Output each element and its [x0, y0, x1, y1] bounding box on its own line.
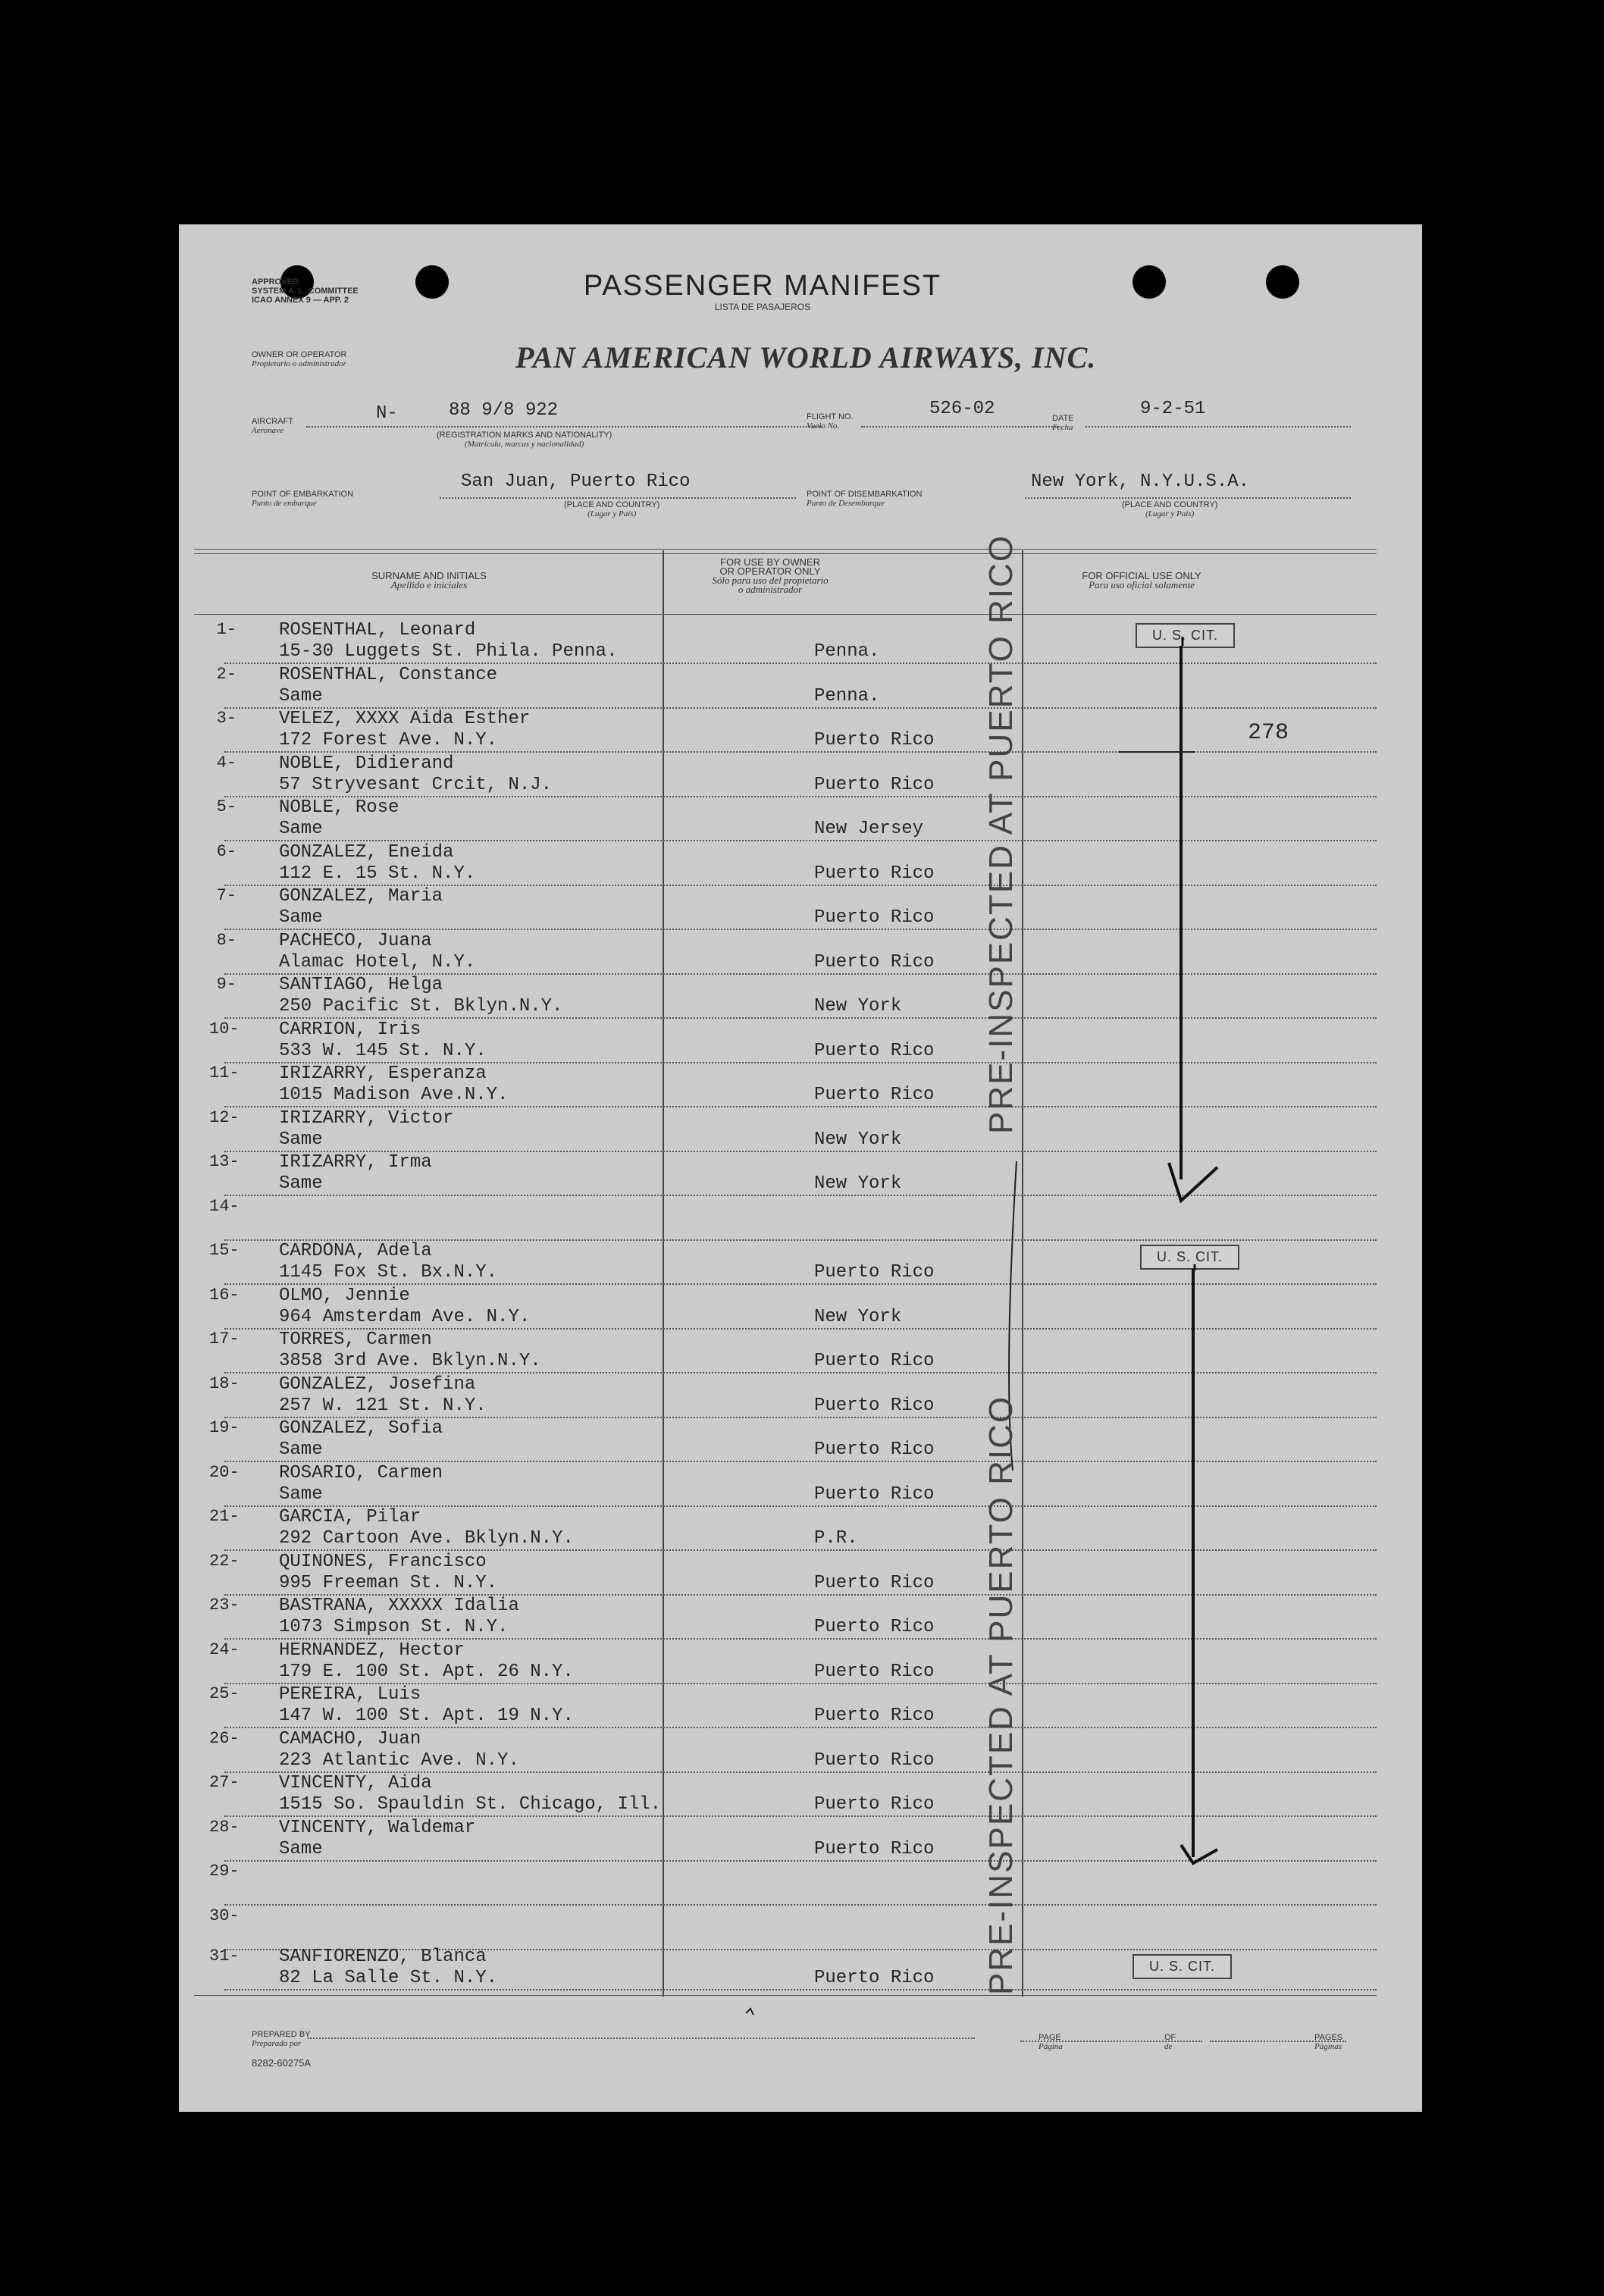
disembarkation-place: New York, N.Y.U.S.A. — [1031, 471, 1250, 492]
passenger-address: 1015 Madison Ave.N.Y. — [279, 1085, 509, 1105]
manifest-sheet — [179, 224, 1422, 2112]
passenger-destination: Puerto Rico — [814, 1395, 935, 1416]
row-number: 25- — [209, 1684, 240, 1703]
operator-name: PAN AMERICAN WORLD AIRWAYS, INC. — [515, 340, 1097, 374]
passenger-destination: Puerto Rico — [814, 1484, 935, 1505]
passenger-name: PEREIRA, Luis — [279, 1684, 421, 1705]
passenger-name: VELEZ, XXXX Aida Esther — [279, 709, 531, 729]
row-number: 9- — [216, 975, 237, 994]
row-number: 16- — [209, 1286, 240, 1305]
passenger-name: OLMO, Jennie — [279, 1286, 410, 1306]
aircraft-label: AIRCRAFT Aeronave — [252, 417, 293, 435]
row-number: 2- — [216, 665, 237, 684]
passenger-name: ROSARIO, Carmen — [279, 1463, 443, 1483]
passenger-destination: Puerto Rico — [814, 775, 935, 795]
aircraft-prefix: N- — [376, 403, 398, 424]
flight-label: FLIGHT NO. Vuelo No. — [807, 412, 854, 431]
passenger-name: ROSENTHAL, Leonard — [279, 620, 476, 641]
passenger-name: CARRION, Iris — [279, 1020, 421, 1040]
passenger-name: ROSENTHAL, Constance — [279, 665, 498, 685]
us-citizen-stamp: U. S. CIT. — [1136, 623, 1235, 648]
embarkation-label: POINT OF EMBARKATION Punto de embarque — [252, 490, 354, 508]
passenger-destination: New York — [814, 1173, 902, 1194]
aircraft-registration: 88 9/8 922 — [449, 400, 559, 421]
passenger-name: CAMACHO, Juan — [279, 1729, 421, 1749]
row-number: 17- — [209, 1330, 240, 1348]
row-number: 11- — [209, 1063, 240, 1082]
passenger-address: Same — [279, 1484, 323, 1505]
official-count: 278 — [1248, 720, 1289, 746]
passenger-destination: Puerto Rico — [814, 1041, 935, 1061]
embarkation-place: San Juan, Puerto Rico — [461, 471, 691, 492]
passenger-destination: Puerto Rico — [814, 863, 935, 884]
pages-label: PAGES Páginas — [1314, 2033, 1343, 2051]
row-number: 19- — [209, 1418, 240, 1437]
column-header-name: SURNAME AND INITIALS Apellido e iniciales — [371, 570, 487, 590]
passenger-address: 179 E. 100 St. Apt. 26 N.Y. — [279, 1662, 574, 1682]
disembarkation-note: (PLACE AND COUNTRY) (Lugar y País) — [1122, 500, 1218, 518]
passenger-destination: Puerto Rico — [814, 1839, 935, 1859]
passenger-destination: Puerto Rico — [814, 1085, 935, 1105]
passenger-address: Same — [279, 1173, 323, 1194]
row-number: 23- — [209, 1596, 240, 1615]
passenger-name: GONZALEZ, Josefina — [279, 1374, 476, 1395]
passenger-destination: New Jersey — [814, 819, 924, 839]
bracket-arrows — [179, 224, 1422, 2112]
passenger-address: 1073 Simpson St. N.Y. — [279, 1617, 509, 1637]
passenger-address: Same — [279, 819, 323, 839]
embarkation-note: (PLACE AND COUNTRY) (Lugar y País) — [564, 500, 660, 518]
row-number: 22- — [209, 1552, 240, 1571]
passenger-address: 112 E. 15 St. N.Y. — [279, 863, 476, 884]
row-number: 15- — [209, 1241, 240, 1260]
footer-rule — [194, 1995, 1377, 1996]
passenger-address: 964 Amsterdam Ave. N.Y. — [279, 1307, 531, 1327]
pages-line — [1210, 2041, 1346, 2042]
preinspected-stamp-upper: PRE-INSPECTED AT PUERTO RICO — [982, 534, 1020, 1134]
row-number: 28- — [209, 1818, 240, 1837]
row-number: 4- — [216, 753, 237, 772]
prepared-by-label: PREPARED BY Preparado por — [252, 2030, 311, 2048]
passenger-name: GONZALEZ, Sofia — [279, 1418, 443, 1439]
preinspected-stamp-lower: PRE-INSPECTED AT PUERTO RICO — [982, 1395, 1020, 1995]
passenger-address: Alamac Hotel, N.Y. — [279, 952, 476, 973]
row-number: 5- — [216, 797, 237, 816]
passenger-address: Same — [279, 1439, 323, 1460]
prepared-by-line — [308, 2038, 975, 2039]
passenger-destination: Penna. — [814, 686, 880, 706]
flight-date: 9-2-51 — [1140, 399, 1206, 419]
passenger-address: 15-30 Luggets St. Phila. Penna. — [279, 641, 618, 662]
us-citizen-stamp: U. S. CIT. — [1133, 1954, 1232, 1979]
passenger-destination: Puerto Rico — [814, 1262, 935, 1283]
passenger-address: Same — [279, 1839, 323, 1859]
passenger-address: Same — [279, 1129, 323, 1150]
passenger-name: QUINONES, Francisco — [279, 1552, 487, 1572]
passenger-address: 223 Atlantic Ave. N.Y. — [279, 1750, 519, 1771]
passenger-destination: Puerto Rico — [814, 1573, 935, 1593]
passenger-address: 172 Forest Ave. N.Y. — [279, 730, 498, 750]
passenger-destination: Puerto Rico — [814, 907, 935, 928]
row-number: 14- — [209, 1197, 240, 1216]
passenger-address: 1145 Fox St. Bx.N.Y. — [279, 1262, 498, 1283]
passenger-address: 3858 3rd Ave. Bklyn.N.Y. — [279, 1351, 541, 1371]
flight-number: 526-02 — [929, 399, 995, 419]
passenger-address: 995 Freeman St. N.Y. — [279, 1573, 498, 1593]
row-number: 24- — [209, 1640, 240, 1659]
passenger-destination: Puerto Rico — [814, 1794, 935, 1815]
passenger-name: CARDONA, Adela — [279, 1241, 432, 1261]
passenger-destination: New York — [814, 996, 902, 1016]
passenger-name: PACHECO, Juana — [279, 931, 432, 951]
passenger-destination: Puerto Rico — [814, 1662, 935, 1682]
us-citizen-stamp: U. S. CIT. — [1140, 1245, 1239, 1270]
passenger-name: NOBLE, Didierand — [279, 753, 454, 774]
page-title: PASSENGER MANIFEST LISTA DE PASAJEROS — [583, 270, 942, 312]
passenger-name: TORRES, Carmen — [279, 1330, 432, 1350]
passenger-destination: Puerto Rico — [814, 730, 935, 750]
passenger-address: Same — [279, 907, 323, 928]
of-label: OF de — [1164, 2033, 1176, 2051]
registration-note: (REGISTRATION MARKS AND NATIONALITY) (Matrícula, marcas y nacionalidad) — [437, 431, 612, 449]
passenger-name: HERNANDEZ, Hector — [279, 1640, 465, 1661]
passenger-name: GONZALEZ, Maria — [279, 886, 443, 907]
passenger-name: SANFIORENZO, Blanca — [279, 1947, 487, 1967]
passenger-address: 82 La Salle St. N.Y. — [279, 1968, 498, 1988]
passenger-name: VINCENTY, Aida — [279, 1773, 432, 1793]
row-number: 12- — [209, 1108, 240, 1127]
passenger-destination: P.R. — [814, 1528, 858, 1549]
passenger-destination: Puerto Rico — [814, 1968, 935, 1988]
passenger-address: Same — [279, 686, 323, 706]
passenger-name: IRIZARRY, Esperanza — [279, 1063, 487, 1084]
form-number: 8282-60275A — [252, 2057, 312, 2069]
row-number: 29- — [209, 1862, 240, 1881]
passenger-name: VINCENTY, Waldemar — [279, 1818, 476, 1838]
date-label: DATE Fecha — [1052, 414, 1074, 432]
row-number: 1- — [216, 620, 237, 639]
row-number: 31- — [209, 1947, 240, 1966]
passenger-destination: Puerto Rico — [814, 1351, 935, 1371]
passenger-address: 1515 So. Spauldin St. Chicago, Ill. — [279, 1794, 662, 1815]
row-number: 6- — [216, 842, 237, 861]
passenger-address: 250 Pacific St. Bklyn.N.Y. — [279, 996, 563, 1016]
passenger-name: IRIZARRY, Victor — [279, 1108, 454, 1129]
row-number: 7- — [216, 886, 237, 905]
passenger-name: GONZALEZ, Eneida — [279, 842, 454, 863]
passenger-address: 292 Cartoon Ave. Bklyn.N.Y. — [279, 1528, 574, 1549]
passenger-destination: Puerto Rico — [814, 1706, 935, 1726]
row-number: 26- — [209, 1729, 240, 1748]
form-ref: APPROVED SYSTEM A. L. COMMITTEE ICAO ANNEX 9 — APP. 2 — [252, 277, 359, 305]
passenger-name: GARCIA, Pilar — [279, 1507, 421, 1527]
passenger-address: 147 W. 100 St. Apt. 19 N.Y. — [279, 1706, 574, 1726]
passenger-destination: Puerto Rico — [814, 1617, 935, 1637]
passenger-address: 257 W. 121 St. N.Y. — [279, 1395, 487, 1416]
column-header-operator: FOR USE BY OWNER OR OPERATOR ONLY Sólo para uso del propietario o administrador — [712, 556, 829, 595]
row-number: 8- — [216, 931, 237, 950]
passenger-name: SANTIAGO, Helga — [279, 975, 443, 995]
passenger-destination: Puerto Rico — [814, 952, 935, 973]
passenger-destination: New York — [814, 1307, 902, 1327]
passenger-name: NOBLE, Rose — [279, 797, 399, 818]
row-number: 3- — [216, 709, 237, 728]
row-number: 21- — [209, 1507, 240, 1526]
row-number: 27- — [209, 1773, 240, 1792]
row-number: 30- — [209, 1906, 240, 1925]
passenger-destination: Penna. — [814, 641, 880, 662]
row-number: 13- — [209, 1152, 240, 1171]
passenger-address: 57 Stryvesant Crcit, N.J. — [279, 775, 553, 795]
row-number: 10- — [209, 1020, 240, 1038]
disembarkation-label: POINT OF DISEMBARKATION Punto de Desembarque — [807, 490, 923, 508]
passenger-destination: Puerto Rico — [814, 1750, 935, 1771]
row-number: 18- — [209, 1374, 240, 1393]
passenger-destination: New York — [814, 1129, 902, 1150]
column-header-official: FOR OFFICIAL USE ONLY Para uso oficial solamente — [1082, 570, 1201, 590]
owner-label: OWNER OR OPERATOR Propietario o administrador — [252, 350, 347, 368]
passenger-address: 533 W. 145 St. N.Y. — [279, 1041, 487, 1061]
page-label: PAGE Página — [1039, 2033, 1063, 2051]
passenger-name: IRIZARRY, Irma — [279, 1152, 432, 1173]
passenger-destination: Puerto Rico — [814, 1439, 935, 1460]
passenger-name: BASTRANA, XXXXX Idalia — [279, 1596, 519, 1616]
row-number: 20- — [209, 1463, 240, 1482]
